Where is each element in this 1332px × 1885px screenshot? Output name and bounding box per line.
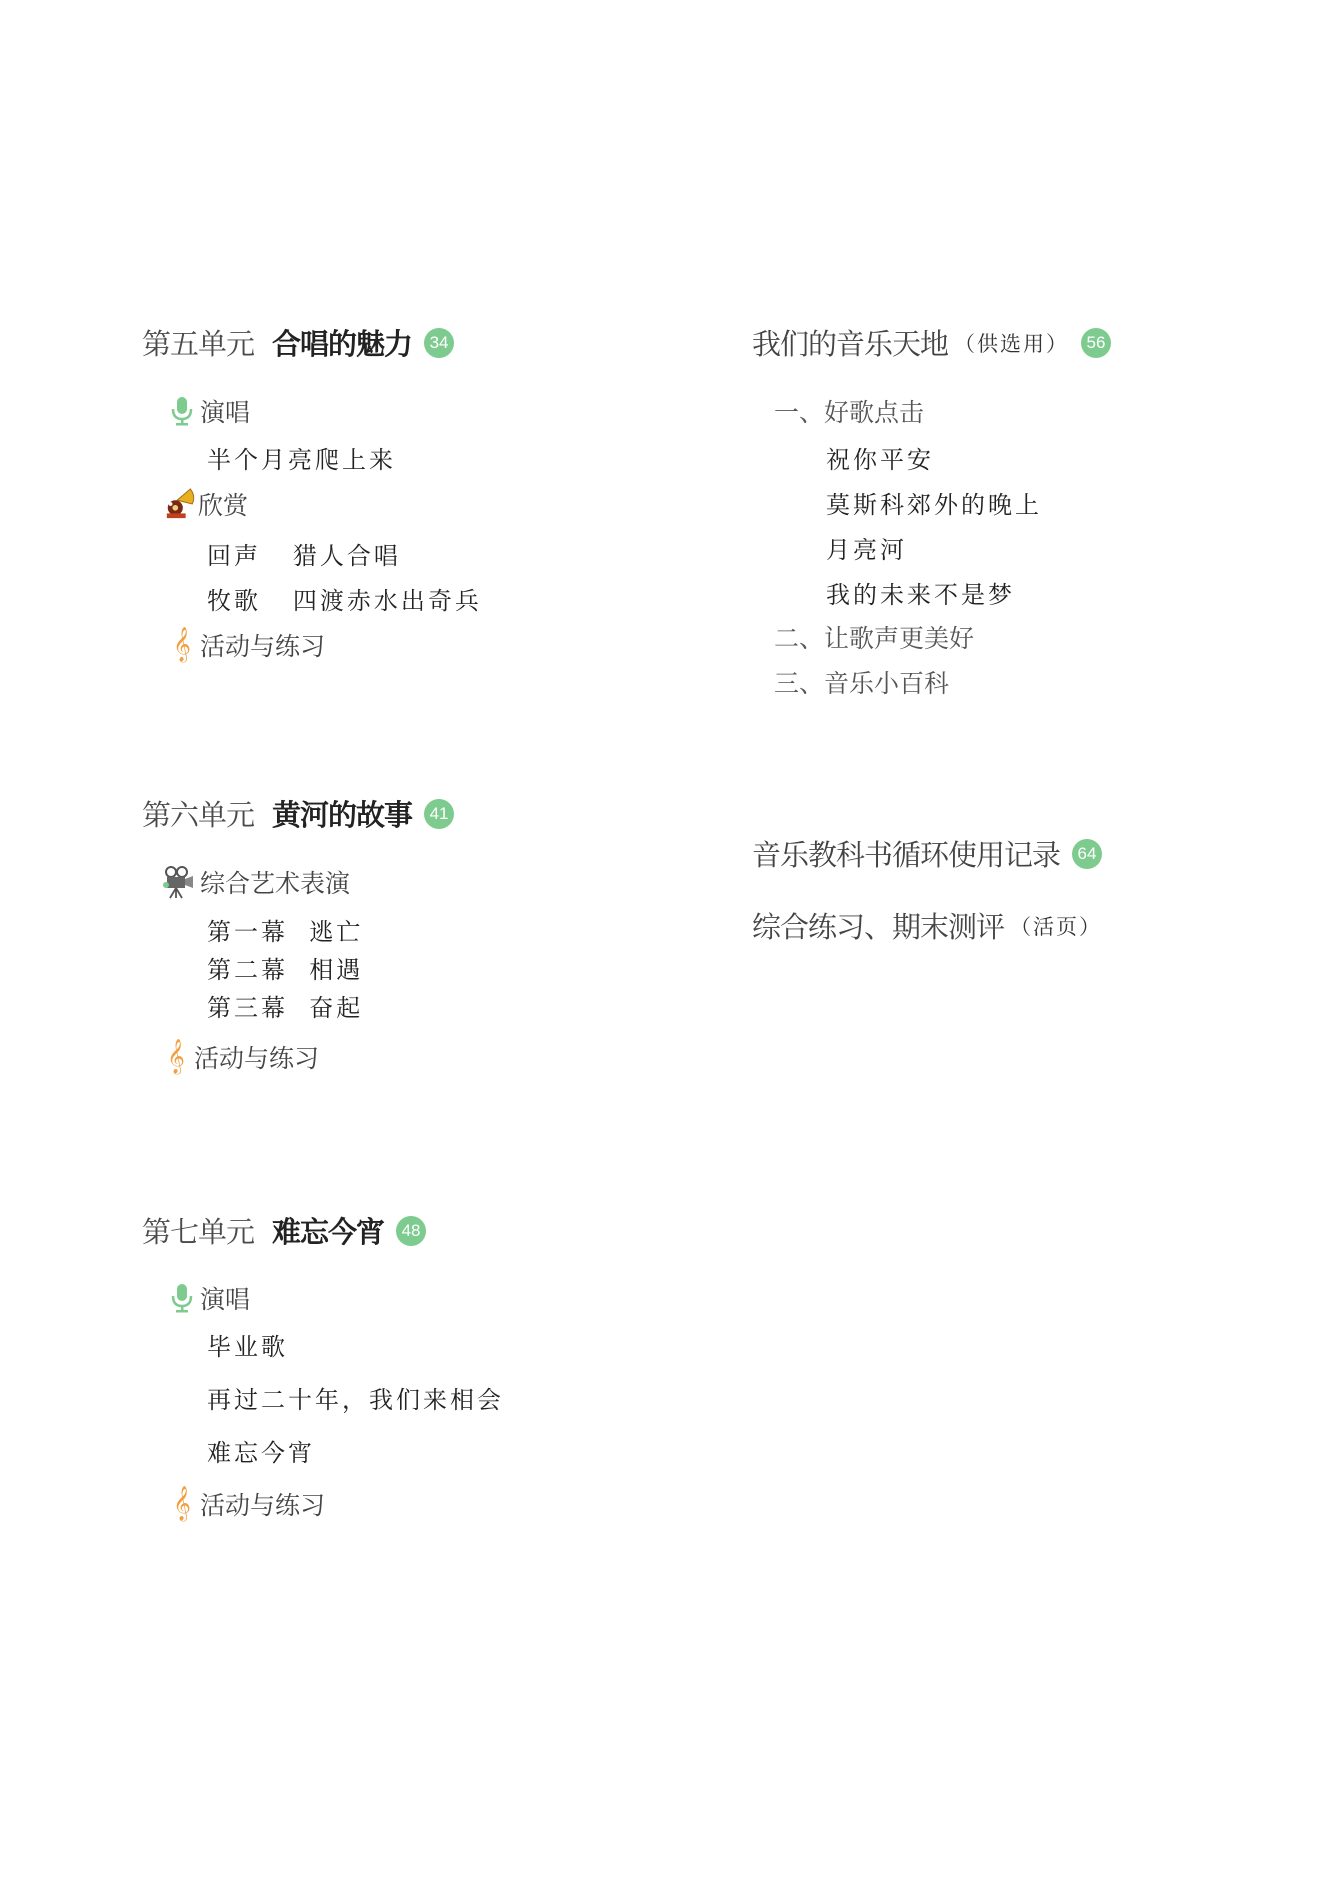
unit6-activity-category[interactable] xyxy=(160,1039,319,1075)
unit5-listen-label: 欣赏 xyxy=(198,491,249,520)
unit5-listen-category[interactable] xyxy=(164,486,248,522)
unit7-sing-category[interactable] xyxy=(166,1280,250,1316)
unit7-page-badge: 48 xyxy=(396,1216,426,1246)
unit5-header[interactable] xyxy=(142,322,454,363)
unit6-page-badge: 41 xyxy=(424,799,454,829)
unit5-number: 第五单元 xyxy=(142,327,255,361)
unit6-section xyxy=(142,793,454,834)
unit6-title: 黄河的故事 xyxy=(272,798,413,832)
treble-clef-icon: 𝄞 xyxy=(167,1039,185,1074)
unit5-page-badge: 34 xyxy=(424,328,454,358)
film-camera-icon xyxy=(160,865,198,899)
unit7-header[interactable] xyxy=(142,1210,426,1251)
music-world-title: 我们的音乐天地 xyxy=(752,327,949,361)
unit7-song-1[interactable]: 毕业歌 xyxy=(207,1333,288,1361)
unit6-perform-category[interactable] xyxy=(160,864,350,900)
practice-note: （活页） xyxy=(1010,914,1103,939)
unit5-listen-item-1[interactable]: 回声 猎人合唱 xyxy=(207,542,401,570)
unit6-header[interactable] xyxy=(142,793,454,834)
treble-clef-icon: 𝄞 xyxy=(173,1486,191,1521)
unit7-sing-label: 演唱 xyxy=(200,1285,251,1314)
world-section-2[interactable]: 二、让歌声更美好 xyxy=(774,624,975,653)
unit7-section xyxy=(142,1210,426,1251)
unit6-act-3[interactable]: 第三幕 奋起 xyxy=(207,994,364,1022)
unit5-section xyxy=(142,322,454,363)
unit6-perform-label: 综合艺术表演 xyxy=(200,869,351,898)
treble-clef-icon: 𝄞 xyxy=(173,627,191,662)
unit7-activity-category[interactable] xyxy=(166,1486,325,1522)
practice-header[interactable] xyxy=(752,905,1102,946)
unit6-act-2[interactable]: 第二幕 相遇 xyxy=(207,956,364,984)
music-world-note: （供选用） xyxy=(954,331,1070,356)
world-section-1[interactable]: 一、好歌点击 xyxy=(774,398,925,427)
world-song-3[interactable]: 月亮河 xyxy=(826,536,907,564)
world-song-1[interactable]: 祝你平安 xyxy=(826,446,934,474)
unit7-title: 难忘今宵 xyxy=(272,1215,385,1249)
record-header[interactable] xyxy=(752,833,1102,874)
unit5-title: 合唱的魅力 xyxy=(272,327,413,361)
unit5-listen-item-2[interactable]: 牧歌 四渡赤水出奇兵 xyxy=(207,587,482,615)
unit5-activity-category[interactable] xyxy=(166,627,325,663)
unit5-sing-label: 演唱 xyxy=(200,398,251,427)
unit6-activity-label: 活动与练习 xyxy=(194,1044,320,1073)
unit7-song-3[interactable]: 难忘今宵 xyxy=(207,1439,315,1467)
unit5-sing-category[interactable] xyxy=(166,393,250,429)
world-section-3[interactable]: 三、音乐小百科 xyxy=(774,669,950,698)
microphone-icon xyxy=(166,394,198,428)
gramophone-icon xyxy=(164,487,196,521)
record-page-badge: 64 xyxy=(1072,839,1102,869)
unit7-song-2[interactable]: 再过二十年，我们来相会 xyxy=(207,1386,504,1414)
music-world-header[interactable] xyxy=(752,322,1111,363)
record-title: 音乐教科书循环使用记录 xyxy=(752,838,1061,872)
unit7-number: 第七单元 xyxy=(142,1215,255,1249)
unit6-act-1[interactable]: 第一幕 逃亡 xyxy=(207,918,364,946)
world-song-2[interactable]: 莫斯科郊外的晚上 xyxy=(826,491,1042,519)
microphone-icon xyxy=(166,1281,198,1315)
unit5-activity-label: 活动与练习 xyxy=(200,632,326,661)
practice-title: 综合练习、期末测评 xyxy=(752,910,1005,944)
unit5-song-item[interactable]: 半个月亮爬上来 xyxy=(207,446,396,474)
world-song-4[interactable]: 我的未来不是梦 xyxy=(826,581,1015,609)
unit6-number: 第六单元 xyxy=(142,798,255,832)
unit7-activity-label: 活动与练习 xyxy=(200,1491,326,1520)
music-world-page-badge: 56 xyxy=(1081,328,1111,358)
